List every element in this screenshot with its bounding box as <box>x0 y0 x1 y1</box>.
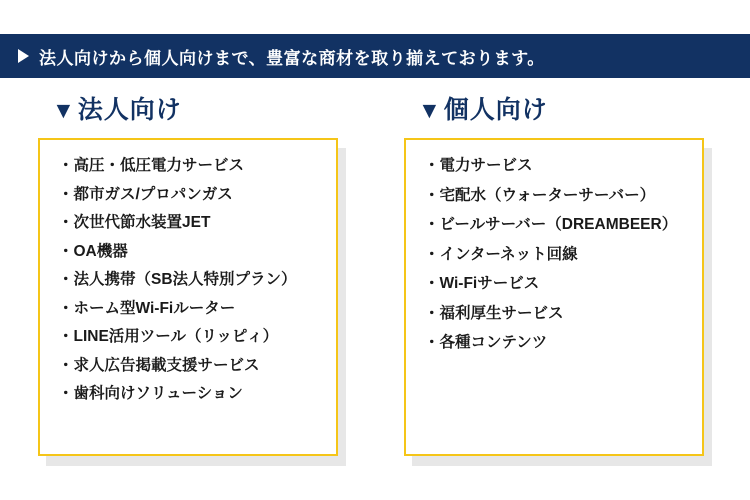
list-item: ・宅配水（ウォーターサーバー） <box>424 186 656 204</box>
right-triangle-icon <box>18 49 29 63</box>
list-item: ・ビールサーバー（DREAMBEER） <box>424 216 678 233</box>
list-item: ・次世代節水装置JET <box>58 214 211 231</box>
card-individual <box>404 138 704 456</box>
card-corporate <box>38 138 338 456</box>
triangle-down-icon: ▼ <box>52 97 76 123</box>
column-title-individual <box>418 90 548 126</box>
banner-title: 法人向けから個人向けまで、豊富な商材を取り揃えております。 <box>39 48 545 68</box>
column-title-corporate-label: 法人向け <box>77 96 182 124</box>
list-item: ・ホーム型Wi-Fiルーター <box>58 299 236 317</box>
list-item: ・インターネット回線 <box>424 245 578 263</box>
list-item: ・都市ガス/プロパンガス <box>58 185 233 203</box>
list-item: ・電力サービス <box>424 157 533 174</box>
service-list-corporate <box>40 140 336 402</box>
service-list-individual <box>406 140 702 351</box>
triangle-down-icon: ▼ <box>418 97 442 123</box>
list-item: ・OA機器 <box>58 242 128 260</box>
column-title-individual-label: 個人向け <box>443 96 548 124</box>
header-banner <box>0 34 750 78</box>
column-title-corporate <box>52 90 182 126</box>
list-item: ・Wi-Fiサービス <box>424 275 540 292</box>
list-item: ・LINE活用ツール（リッピィ） <box>58 328 279 345</box>
list-item: ・法人携帯（SB法人特別プラン） <box>58 271 297 288</box>
list-item: ・高圧・低圧電力サービス <box>58 157 245 174</box>
list-item: ・福利厚生サービス <box>424 304 564 322</box>
list-item: ・求人広告掲載支援サービス <box>58 356 260 374</box>
list-item: ・各種コンテンツ <box>424 334 548 351</box>
list-item: ・歯科向けソリューション <box>58 385 243 402</box>
